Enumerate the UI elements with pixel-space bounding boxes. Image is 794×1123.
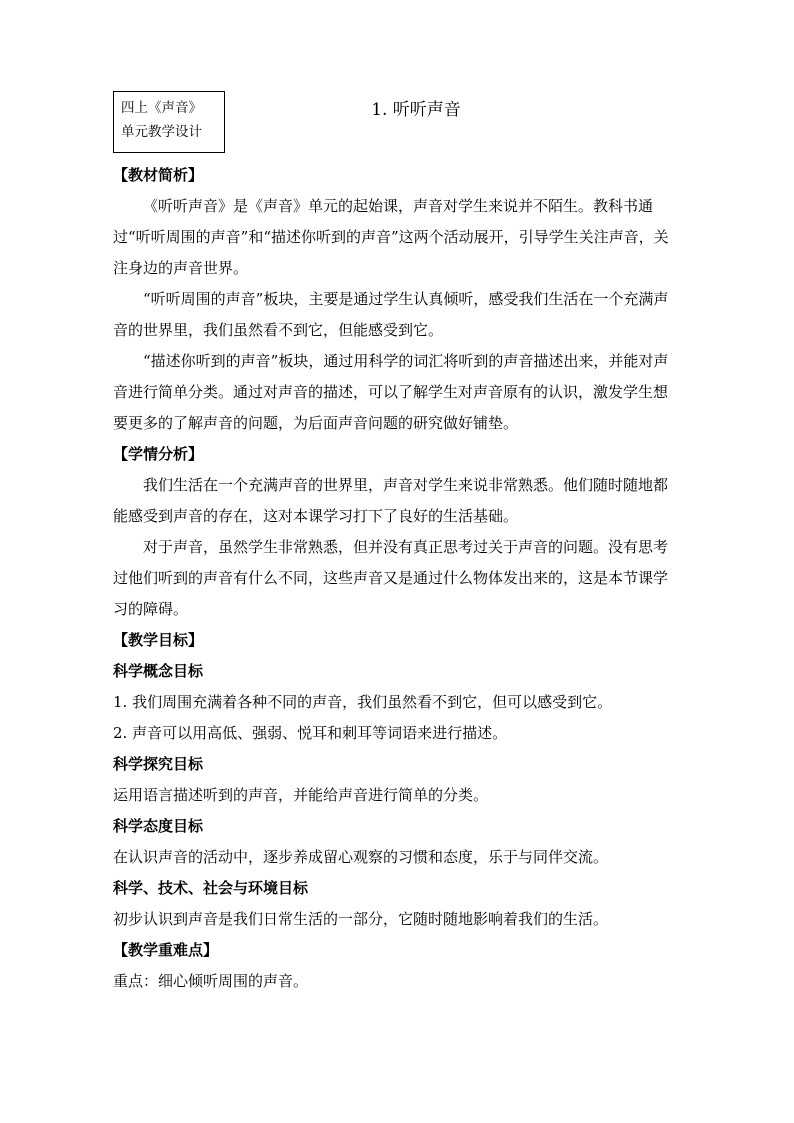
list-item: 1. 我们周围充满着各种不同的声音，我们虽然看不到它，但可以感受到它。 bbox=[113, 693, 613, 711]
subheading-inquiry-goals: 科学探究目标 bbox=[113, 755, 204, 773]
paragraph: 对于声音，虽然学生非常熟悉，但并没有真正思考过关于声音的问题。没有思考过他们听到的声音有什么不同，这些声音又是通过什么物体发出来的，这是本节课学习的障碍。 bbox=[113, 538, 669, 618]
page-title: 1. 听听声音 bbox=[371, 100, 461, 120]
paragraph: 我们生活在一个充满声音的世界里，声音对学生来说非常熟悉。他们随时随地都能感受到声音的存在，这对本课学习打下了良好的生活基础。 bbox=[113, 476, 669, 525]
paragraph: 初步认识到声音是我们日常生活的一部分，它随时随地影响着我们的生活。 bbox=[113, 910, 609, 928]
unit-label-line-1: 四上《声音》 bbox=[121, 100, 202, 116]
paragraph: 重点：细心倾听周围的声音。 bbox=[113, 972, 309, 990]
paragraph: “听听周围的声音”板块，主要是通过学生认真倾听，感受我们生活在一个充满声音的世界里，我们虽然看不到它，但能感受到它。 bbox=[113, 290, 669, 339]
subheading-attitude-goals: 科学态度目标 bbox=[113, 817, 204, 835]
section-heading-textbook-analysis: 【教材简析】 bbox=[113, 166, 204, 184]
section-heading-goals: 【教学目标】 bbox=[113, 631, 204, 649]
paragraph: “描述你听到的声音”板块，通过用科学的词汇将听到的声音描述出来，并能对声音进行简单分类。通过对声音的描述，可以了解学生对声音原有的认识，激发学生想要更多的了解声音的问题，为后面声音问题的研究做好铺垫。 bbox=[113, 352, 669, 432]
paragraph: 在认识声音的活动中，逐步养成留心观察的习惯和态度，乐于与同伴交流。 bbox=[113, 848, 609, 866]
section-heading-key-points: 【教学重难点】 bbox=[113, 941, 219, 959]
subheading-sts-goals: 科学、技术、社会与环境目标 bbox=[113, 879, 309, 897]
unit-label-line-2: 单元教学设计 bbox=[121, 124, 202, 140]
paragraph: 《听听声音》是《声音》单元的起始课，声音对学生来说并不陌生。教科书通过“听听周围的声音”和“描述你听到的声音”这两个活动展开，引导学生关注声音，关注身边的声音世界。 bbox=[113, 197, 669, 277]
document-body bbox=[113, 160, 674, 997]
list-item: 2. 声音可以用高低、强弱、悦耳和刺耳等词语来进行描述。 bbox=[113, 724, 508, 742]
subheading-concept-goals: 科学概念目标 bbox=[113, 662, 204, 680]
paragraph: 运用语言描述听到的声音，并能给声音进行简单的分类。 bbox=[113, 786, 489, 804]
section-heading-learner-analysis: 【学情分析】 bbox=[113, 445, 204, 463]
